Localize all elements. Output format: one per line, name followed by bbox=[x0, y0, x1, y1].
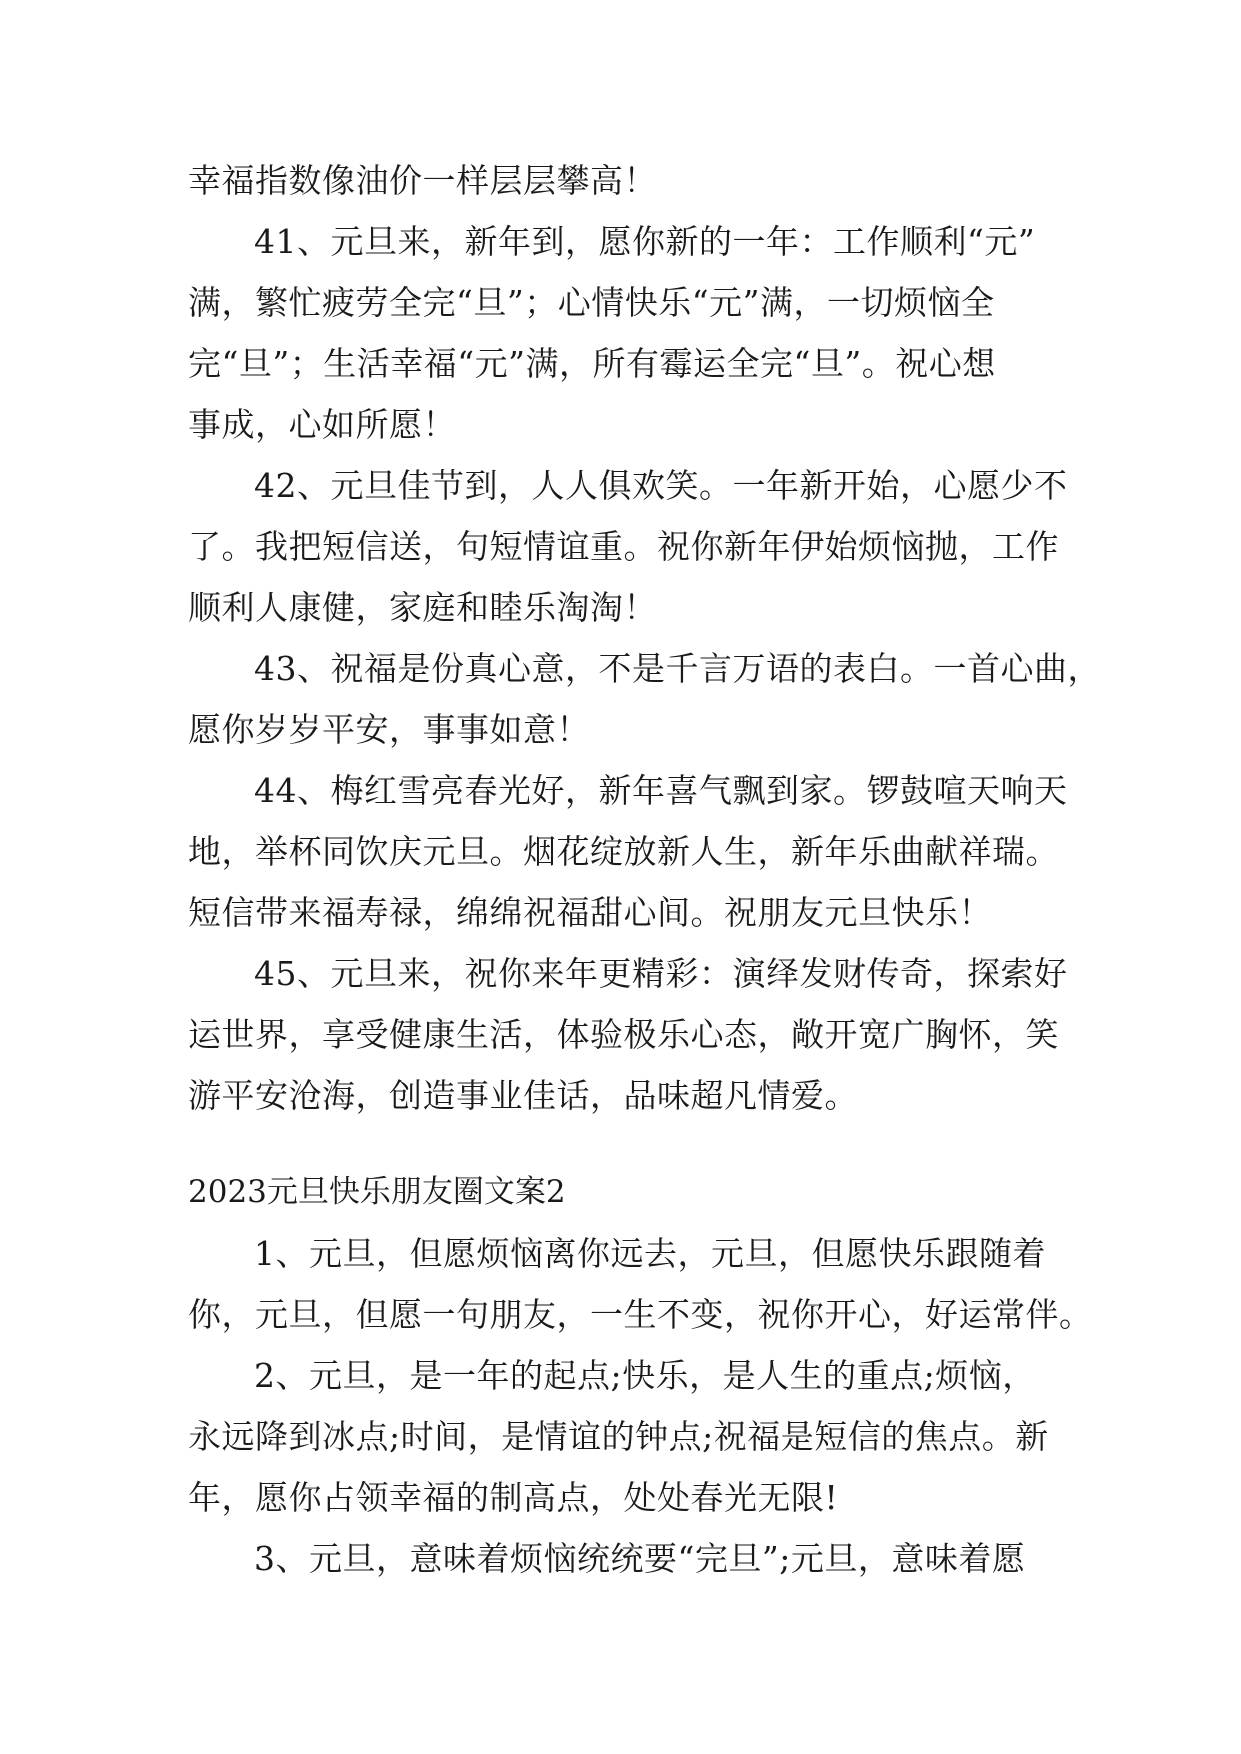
section-gap bbox=[188, 1126, 1068, 1162]
text-line: 了。我把短信送，句短情谊重。祝你新年伊始烦恼抛，工作 bbox=[188, 527, 1059, 566]
text-line: 愿你岁岁平安，事事如意！ bbox=[188, 710, 590, 749]
text-line: 41、元旦来，新年到，愿你新的一年：工作顺利“元” bbox=[254, 222, 1036, 261]
text-line: 幸福指数像油价一样层层攀高！ bbox=[188, 161, 657, 200]
text-line: 地，举杯同饮庆元旦。烟花绽放新人生，新年乐曲献祥瑞。 bbox=[188, 832, 1059, 871]
text-line: 42、元旦佳节到，人人俱欢笑。一年新开始，心愿少不 bbox=[254, 466, 1068, 505]
text-line: 短信带来福寿禄，绵绵祝福甜心间。祝朋友元旦快乐！ bbox=[188, 893, 992, 932]
text-line: 永远降到冰点;时间，是情谊的钟点;祝福是短信的焦点。新 bbox=[188, 1417, 1049, 1456]
text-line: 满，繁忙疲劳全完“旦”；心情快乐“元”满，一切烦恼全 bbox=[188, 283, 995, 322]
text-line: 45、元旦来，祝你来年更精彩：演绎发财传奇，探索好 bbox=[254, 954, 1068, 993]
section-heading: 2023元旦快乐朋友圈文案2 bbox=[188, 1174, 566, 1210]
text-line: 你，元旦，但愿一句朋友，一生不变，祝你开心，好运常伴。 bbox=[188, 1295, 1093, 1334]
text-line: 2、元旦，是一年的起点;快乐，是人生的重点;烦恼， bbox=[254, 1356, 1036, 1395]
text-line: 游平安沧海，创造事业佳话，品味超凡情爱。 bbox=[188, 1076, 858, 1115]
text-line: 顺利人康健，家庭和睦乐淘淘！ bbox=[188, 588, 657, 627]
text-line: 完“旦”；生活幸福“元”满，所有霉运全完“旦”。祝心想 bbox=[188, 344, 996, 383]
text-line: 年，愿你占领幸福的制高点，处处春光无限! bbox=[188, 1478, 839, 1517]
paragraph-block-before-heading bbox=[188, 150, 1101, 1126]
text-line: 运世界，享受健康生活，体验极乐心态，敞开宽广胸怀，笑 bbox=[188, 1015, 1059, 1054]
text-line: 1、元旦，但愿烦恼离你远去，元旦，但愿快乐跟随着 bbox=[254, 1234, 1046, 1273]
text-line: 44、梅红雪亮春光好，新年喜气飘到家。锣鼓喧天响天 bbox=[254, 771, 1068, 810]
document-page bbox=[188, 150, 1101, 1589]
text-line: 3、元旦，意味着烦恼统统要“完旦”;元旦，意味着愿 bbox=[254, 1539, 1026, 1578]
text-line: 43、祝福是份真心意，不是千言万语的表白。一首心曲， bbox=[254, 649, 1101, 688]
text-line: 事成，心如所愿！ bbox=[188, 405, 456, 444]
paragraph-block-after-heading bbox=[188, 1223, 1093, 1589]
